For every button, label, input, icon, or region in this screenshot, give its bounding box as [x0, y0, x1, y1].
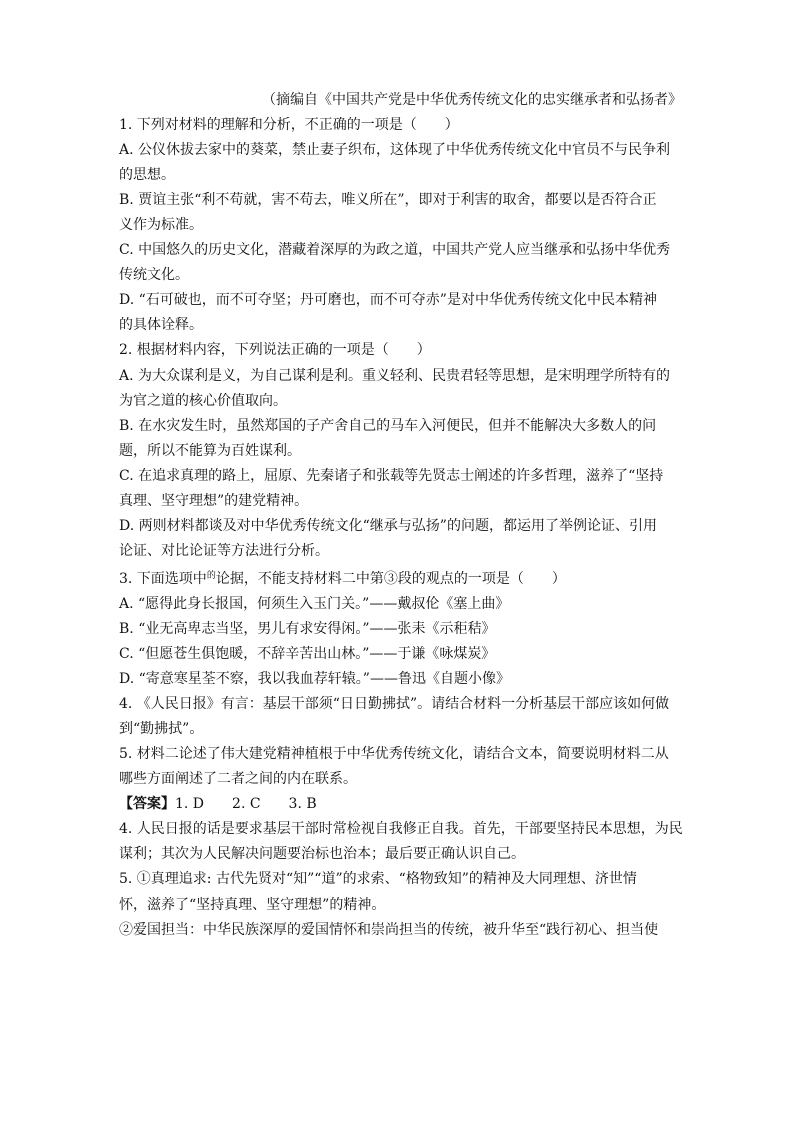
text-line: 4. 人民日报的话是要求基层干部时常检视自我修正自我。首先，干部要坚持民本思想，为民 [119, 821, 683, 838]
text-fragment: 3. 下面选项中 [119, 570, 207, 587]
text-line: 题，所以不能算为百姓谋利。 [119, 442, 301, 459]
text-line: 为官之道的核心价值取向。 [119, 392, 287, 409]
question-3-line [119, 568, 679, 588]
answer-label: 【答案】 [119, 796, 175, 813]
text-fragment: 论据，不能支持材料二中第③段的观点的一项是（ ） [215, 570, 566, 587]
text-line: 哪些方面阐述了二者之间的内在联系。 [119, 771, 357, 788]
text-line: 1. 下列对材料的理解和分析，不正确的一项是（ ） [119, 117, 459, 134]
text-line: C. “但愿苍生俱饱暖，不辞辛苦出山林。”——于谦《咏煤炭》 [119, 646, 496, 663]
text-line: B. 贾谊主张“利不苟就，害不苟去，唯义所在”，即对于利害的取舍，都要以是否符合正 [119, 192, 657, 209]
text-line: D. “寄意寒星荃不察，我以我血荐轩辕。”——鲁迅《自题小像》 [119, 671, 510, 688]
text-line: 论证、对比论证等方法进行分析。 [119, 542, 329, 559]
answer-text: 1. D 2. C 3. B [175, 796, 317, 813]
text-line: D. “石可破也，而不可夺坚；丹可磨也，而不可夺赤”是对中华优秀传统文化中民本精神 [119, 292, 657, 309]
text-line: B. “业无高卑志当坚，男儿有求安得闲。”——张耒《示秬秸》 [119, 620, 496, 637]
text-line: A. “愿得此身长报国，何须生入玉门关。”——戴叔伦《塞上曲》 [119, 595, 510, 612]
superscript-char: 的 [206, 570, 216, 581]
source-citation: （摘编自《中国共产党是中华优秀传统文化的忠实继承者和弘扬者》 [262, 92, 682, 108]
text-line: A. 公仪休拔去家中的葵菜，禁止妻子织布，这体现了中华优秀传统文化中官员不与民争利 [119, 142, 671, 159]
text-line: B. 在水灾发生时，虽然郑国的子产舍自己的马车入河便民，但并不能解决大多数人的问 [119, 417, 657, 434]
text-line: 真理、坚守理想”的建党精神。 [119, 492, 309, 509]
text-line: 2. 根据材料内容，下列说法正确的一项是（ ） [119, 342, 431, 359]
text-line: 4. 《人民日报》有言：基层干部须“日日勤拂拭”。请结合材料一分析基层干部应该如何做 [119, 696, 670, 713]
text-line: C. 在追求真理的路上，屈原、先秦诸子和张载等先贤志士阐述的许多哲理，滋养了“坚持 [119, 467, 664, 484]
text-line: 的思想。 [119, 167, 175, 184]
text-line: 的具体诠释。 [119, 317, 203, 334]
text-line: 到“勤拂拭”。 [119, 721, 204, 738]
text-line: 传统文化。 [119, 267, 189, 284]
text-line: A. 为大众谋利是义，为自己谋利是利。重义轻利、民贵君轻等思想，是宋明理学所特有的 [119, 367, 671, 384]
text-line: ②爱国担当：中华民族深厚的爱国情怀和崇尚担当的传统，被升华至“践行初心、担当使 [119, 921, 659, 938]
text-line: D. 两则材料都谈及对中华优秀传统文化“继承与弘扬”的问题，都运用了举例论证、引用 [119, 517, 657, 534]
text-line: 5. 材料二论述了伟大建党精神植根于中华优秀传统文化，请结合文本，简要说明材料二从 [119, 746, 669, 763]
text-line: 谋利；其次为人民解决问题要治标也治本；最后要正确认识自己。 [119, 846, 525, 863]
text-line: 怀，滋养了“坚持真理、坚守理想”的精神。 [119, 896, 386, 913]
document-page [119, 92, 683, 947]
text-line: C. 中国悠久的历史文化，潜藏着深厚的为政之道，中国共产党人应当继承和弘扬中华优秀 [119, 242, 671, 259]
text-line: 5. ①真理追求: 古代先贤对“知”“道”的求索、“格物致知”的精神及大同理想、济世情 [119, 871, 637, 888]
answer-line [119, 796, 679, 813]
text-line: 义作为标准。 [119, 217, 203, 234]
